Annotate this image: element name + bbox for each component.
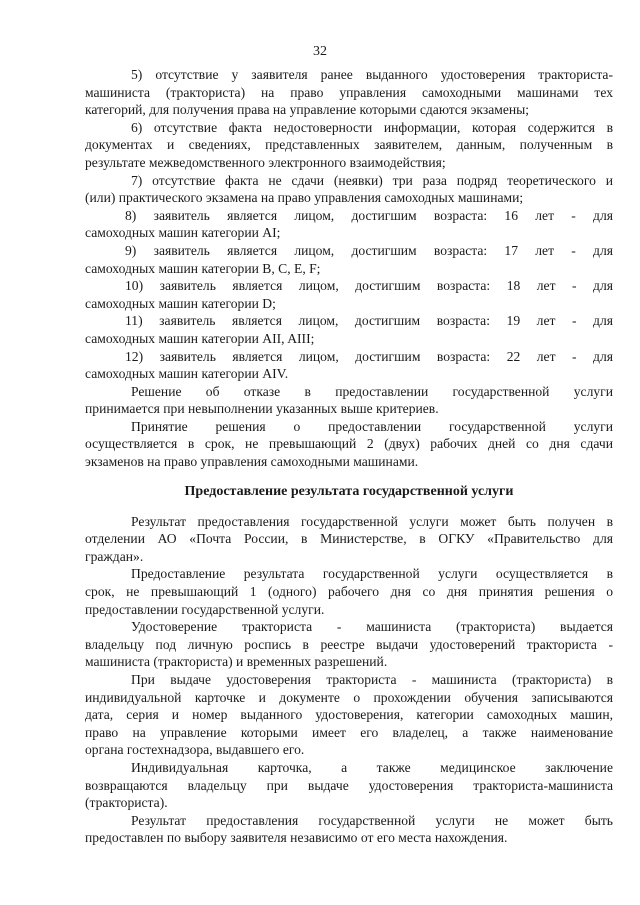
text-line: дата, серия и номер выданного удостоверения, категории самоходных машин,: [85, 707, 613, 723]
text-line: Предоставление результата государственной услуги осуществляется в: [131, 566, 613, 582]
text-line: 5) отсутствие у заявителя ранее выданного удостоверения тракториста-: [131, 67, 613, 82]
text-line: самоходных машин категории AII, AIII;: [85, 330, 315, 346]
text-line: 12) заявитель является лицом, достигшим возраста: 22 лет - для: [125, 348, 613, 364]
text-line: результате межведомственного электронного взаимодействия;: [85, 154, 446, 170]
paragraph: [85, 348, 613, 383]
text-line: граждан».: [85, 548, 144, 564]
text-line: экзаменов на право управления самоходными машинами.: [85, 454, 419, 470]
paragraph: [85, 812, 613, 847]
text-line: 10) заявитель является лицом, достигшим возраста: 18 лет - для: [125, 278, 613, 294]
text-line: Результат предоставления государственной услуги может быть получен в: [131, 513, 613, 529]
text-line: срок, не превышающий 1 (одного) рабочего дня со дня принятия решения о: [85, 584, 613, 600]
text-line: машиниста (тракториста) и временных разрешений.: [85, 654, 388, 670]
text-line: (или) практического экзамена на право управления самоходных машинами;: [85, 190, 524, 206]
paragraph: [85, 66, 613, 119]
paragraph: [85, 513, 613, 566]
paragraph: [85, 207, 613, 242]
text-line: Результат предоставления государственной услуги не может быть: [131, 812, 613, 828]
text-line: категорий, для получения права на управление которыми сдаются экзамены;: [85, 102, 530, 118]
text-line: принимается при невыполнении указанных выше критериев.: [85, 401, 439, 417]
paragraph: [85, 277, 613, 312]
paragraph: [85, 671, 613, 759]
section-heading: Предоставление результата государственной услуги: [184, 483, 514, 499]
text-line: самоходных машин категории D;: [85, 295, 276, 311]
paragraph: [85, 565, 613, 618]
text-line: 8) заявитель является лицом, достигшим возраста: 16 лет - для: [125, 207, 613, 223]
text-line: право на управление которыми имеет его владелец, а также наименование: [85, 724, 613, 740]
text-line: самоходных машин категории AI;: [85, 225, 281, 241]
text-line: Решение об отказе в предоставлении государственной услуги: [131, 383, 613, 399]
paragraph: [85, 172, 613, 207]
page-number: 32: [313, 44, 327, 59]
paragraph: [85, 383, 613, 418]
paragraph: [85, 618, 613, 671]
text-line: возвращаются владельцу при выдаче удостоверения тракториста-машиниста: [85, 777, 613, 793]
text-line: индивидуальной карточке и документе о прохождении обучения записываются: [85, 689, 613, 705]
text-line: самоходных машин категории B, C, E, F;: [85, 260, 321, 276]
text-line: Индивидуальная карточка, а также медицинское заключение: [131, 759, 613, 775]
text-line: (тракториста).: [85, 795, 168, 811]
text-line: 11) заявитель является лицом, достигшим возраста: 19 лет - для: [125, 313, 613, 329]
text-line: отделении АО «Почта России, в Министерстве, в ОГКУ «Правительство для: [85, 531, 613, 547]
text-line: органа гостехнадзора, выдавшего его.: [85, 742, 305, 758]
text-line: При выдаче удостоверения тракториста - машиниста (тракториста) в: [131, 672, 613, 687]
text-line: 7) отсутствие факта не сдачи (неявки) три раза подряд теоретического и: [131, 172, 613, 188]
text-line: предоставлен по выбору заявителя независимо от его места нахождения.: [85, 830, 508, 846]
text-line: владельцу под личную роспись в реестре выдачи удостоверений тракториста -: [85, 636, 613, 652]
text-line: документах и сведениях, представленных заявителем, данным, полученным в: [85, 137, 613, 153]
document-body: [85, 66, 613, 847]
paragraph: [85, 418, 613, 471]
paragraph: [85, 312, 613, 347]
text-line: предоставлении государственной услуги.: [85, 601, 325, 617]
text-line: Принятие решения о предоставлении государственной услуги: [131, 418, 613, 434]
text-line: 6) отсутствие факта недостоверности информации, которая содержится в: [131, 119, 613, 135]
paragraph: [85, 759, 613, 812]
paragraph: [85, 242, 613, 277]
text-line: 9) заявитель является лицом, достигшим возраста: 17 лет - для: [125, 242, 613, 258]
paragraph: [85, 119, 613, 172]
text-line: машиниста (тракториста) на право управления самоходными машинами тех: [85, 84, 613, 100]
text-line: самоходных машин категории AIV.: [85, 366, 289, 382]
text-line: Удостоверение тракториста - машиниста (тракториста) выдается: [131, 619, 613, 635]
text-line: осуществляется в срок, не превышающий 2 (двух) рабочих дней со дня сдачи: [85, 436, 613, 452]
